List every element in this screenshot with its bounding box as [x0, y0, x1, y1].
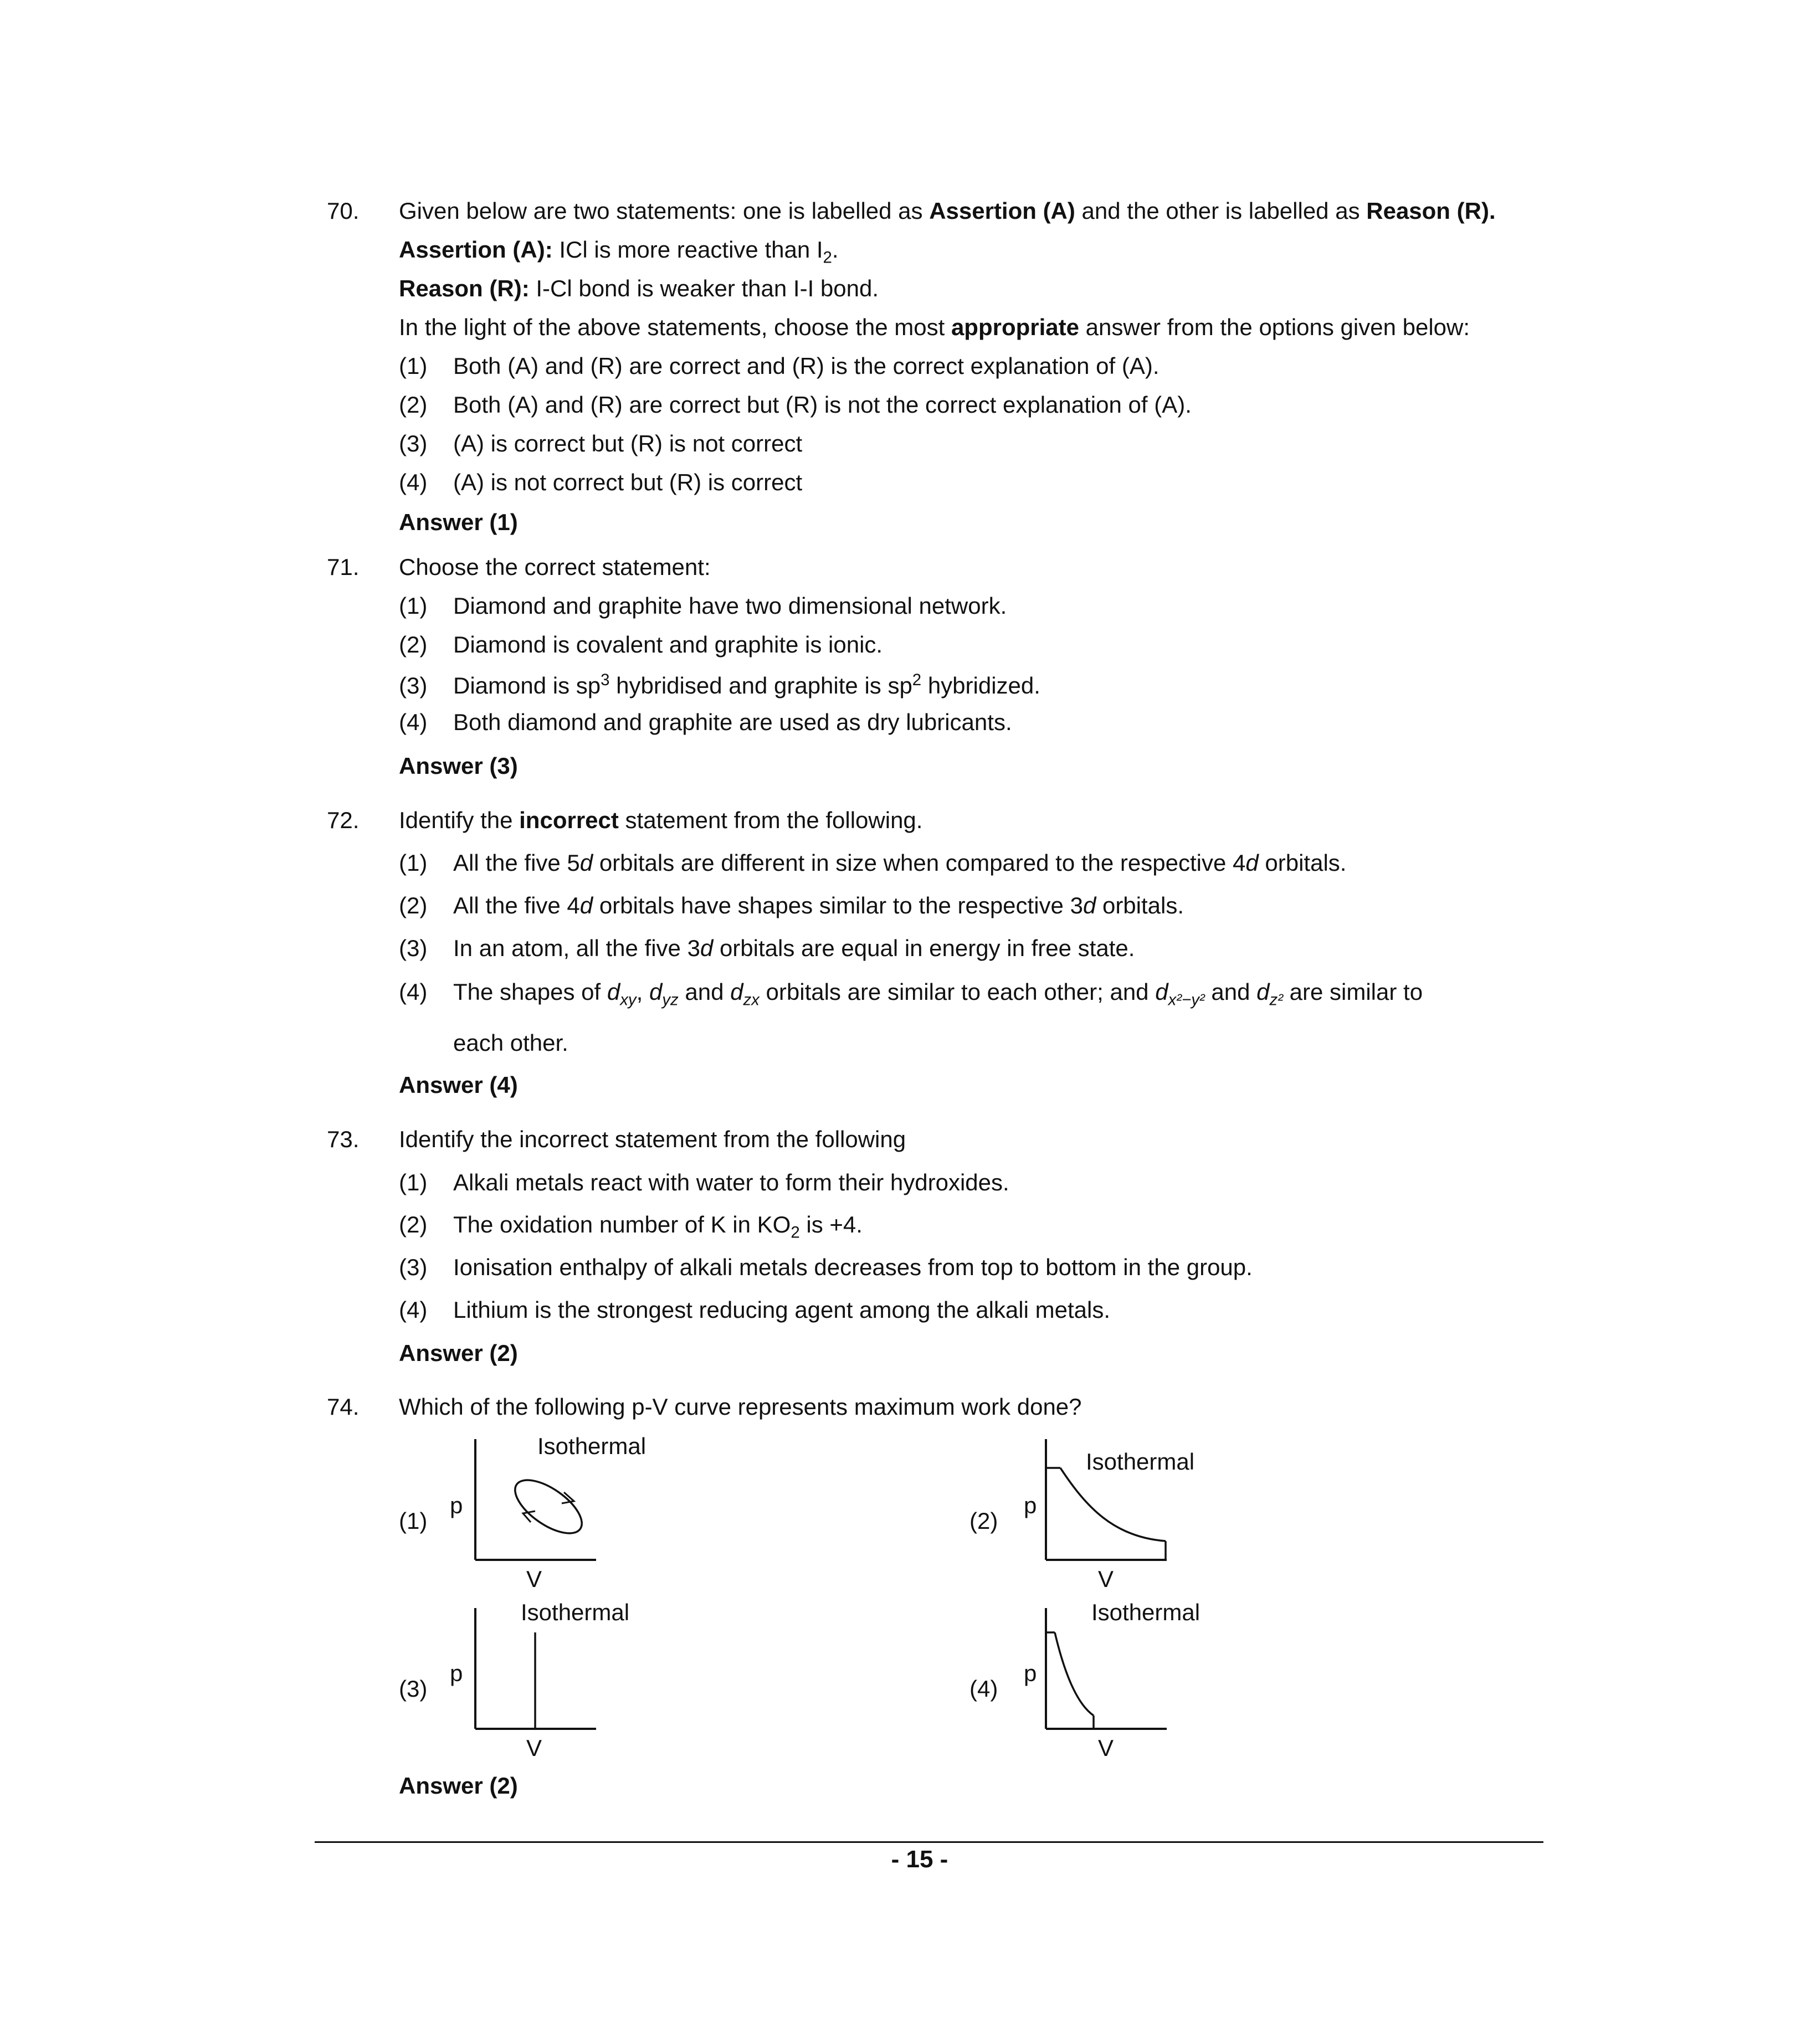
graph-title: Isothermal [537, 1433, 647, 1459]
assertion-statement: Assertion (A): ICl is more reactive than $I_2$. [399, 237, 839, 267]
answer: Answer (2) [399, 1340, 518, 1366]
option-number: (2) [969, 1508, 998, 1534]
x-axis-label: V [526, 1735, 542, 1761]
answer: Answer (1) [399, 509, 518, 535]
option-number: (3) [399, 1676, 428, 1702]
option-number: (4) [969, 1676, 998, 1702]
graph-4-plot [1036, 1604, 1180, 1737]
reason-statement: Reason (R): I-Cl bond is weaker than I-I bond. [399, 275, 879, 301]
option: (3) In an atom, all the five 3d orbitals are equal in energy in free state. [399, 935, 1135, 961]
instruction-text: In the light of the above statements, choose the most appropriate answer from the options given below: [399, 314, 1470, 340]
x-axis-label: V [526, 1566, 542, 1592]
x-axis-label: V [1098, 1735, 1114, 1761]
graph-3-plot [465, 1604, 609, 1737]
option: (2) Both (A) and (R) are correct but (R) is not the correct explanation of (A). [399, 392, 1192, 418]
graph-title: Isothermal [521, 1599, 630, 1625]
option: (2) The oxidation number of K in $KO_2$ is +4. [399, 1211, 863, 1242]
option-continuation: each other. [453, 1030, 568, 1056]
option: (3) Ionisation enthalpy of alkali metals decreases from top to bottom in the group. [399, 1254, 1253, 1280]
y-axis-label: p [450, 1660, 463, 1686]
graph-title: Isothermal [1086, 1449, 1195, 1475]
y-axis-label: p [450, 1492, 463, 1518]
question-number: 73. [327, 1126, 360, 1152]
option: (3) (A) is correct but (R) is not correct [399, 430, 803, 456]
x-axis-label: V [1098, 1566, 1114, 1592]
question-number: 70. [327, 198, 360, 224]
graph-1-plot [465, 1435, 609, 1568]
option: (4) Both diamond and graphite are used as dry lubricants. [399, 709, 1012, 735]
y-axis-label: p [1024, 1492, 1037, 1518]
graph-title: Isothermal [1091, 1599, 1201, 1625]
question-text: Given below are two statements: one is labelled as Assertion (A) and the other is labelled as Reason (R). [399, 198, 1496, 224]
option: (3) Diamond is $sp^3$ hybridised and graphite is $sp^2$ hybridized. [399, 671, 1040, 699]
option-number: (1) [399, 1508, 428, 1534]
option: (1) All the five 5d orbitals are different in size when compared to the respective 4d orbitals. [399, 850, 1347, 876]
option: (1) Both (A) and (R) are correct and (R) is the correct explanation of (A). [399, 353, 1160, 379]
option: (4) (A) is not correct but (R) is correct [399, 469, 803, 495]
footer-divider [315, 1841, 1543, 1843]
option: (2) Diamond is covalent and graphite is ionic. [399, 631, 883, 658]
page-number: - 15 - [891, 1846, 948, 1873]
answer: Answer (3) [399, 753, 518, 779]
question-number: 71. [327, 554, 360, 580]
question-number: 72. [327, 807, 360, 833]
answer: Answer (2) [399, 1773, 518, 1799]
option: (1) Diamond and graphite have two dimensional network. [399, 593, 1007, 619]
option: (2) All the five 4d orbitals have shapes similar to the respective 3d orbitals. [399, 892, 1184, 918]
option: (1) Alkali metals react with water to form their hydroxides. [399, 1169, 1009, 1195]
question-text: Identify the incorrect statement from the following. [399, 807, 923, 833]
option: (4) Lithium is the strongest reducing agent among the alkali metals. [399, 1297, 1110, 1323]
option: (4) The shapes of $d_{xy}$, $d_{yz}$ and $d_{zx}$ orbitals are similar to each other; and $d_{x^2-y^2}$ and $d_{z^2}$ are similar to [399, 979, 1423, 1009]
question-text: Identify the incorrect statement from the following [399, 1126, 906, 1152]
y-axis-label: p [1024, 1660, 1037, 1686]
graph-2-plot [1036, 1435, 1180, 1568]
answer: Answer (4) [399, 1072, 518, 1098]
question-number: 74. [327, 1394, 360, 1420]
question-text: Which of the following p-V curve represents maximum work done? [399, 1394, 1082, 1420]
question-text: Choose the correct statement: [399, 554, 711, 580]
